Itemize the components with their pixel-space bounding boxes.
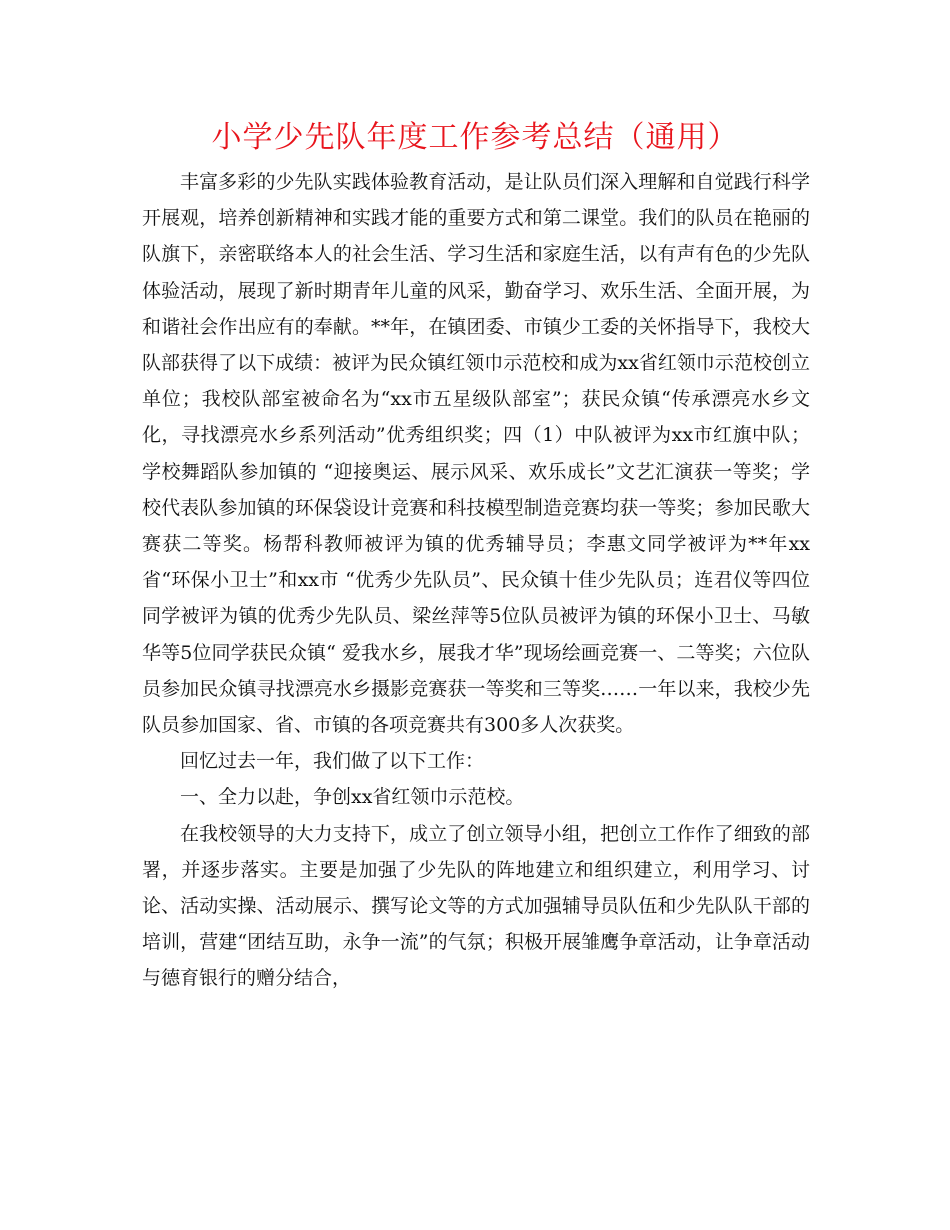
section-heading-1: 一、全力以赴，争创xx省红领巾示范校。 <box>180 786 525 809</box>
paragraph-section-1: 在我校领导的大力支持下，成立了创立领导小组，把创立工作作了细致的部署，并逐步落实。主要是加强了少先队的阵地建立和组织建立，利用学习、讨论、活动实操、活动展示、撰写论文等的方式加强辅导员队伍和少先队队干部的培训，营建“团结互助，永争一流”的气氛；积极开展雏鹰争章活动，让争章活动与德育银行的赠分结合， <box>142 822 810 990</box>
document-body <box>142 164 810 997</box>
document-title: 小学少先队年度工作参考总结（通用） <box>211 120 739 155</box>
paragraph-intro: 丰富多彩的少先队实践体验教育活动，是让队员们深入理解和自觉践行科学开展观，培养创新精神和实践才能的重要方式和第二课堂。我们的队员在艳丽的队旗下，亲密联络本人的社会生活、学习生活和家庭生活，以有声有色的少先队体验活动，展现了新时期青年儿童的风采，勤奋学习、欢乐生活、全面开展，为和谐社会作出应有的奉献。**年，在镇团委、市镇少工委的关怀指导下，我校大队部获得了以下成绩：被评为民众镇红领巾示范校和成为xx省红领巾示范校创立单位；我校队部室被命名为“xx市五星级队部室”；获民众镇“传承漂亮水乡文化，寻找漂亮水乡系列活动”优秀组织奖；四（1）中队被评为xx市红旗中队；学校舞蹈队参加镇的 “迎接奥运、展示风采、欢乐成长”文艺汇演获一等奖；学校代表队参加镇的环保袋设计竞赛和科技模型制造竞赛均获一等奖；参加民歌大赛获二等奖。杨帮科教师被评为镇的优秀辅导员；李惠文同学被评为**年xx省“环保小卫士”和xx市 “优秀少先队员”、民众镇十佳少先队员；连君仪等四位同学被评为镇的优秀少先队员、梁丝萍等5位队员被评为镇的环保小卫士、马敏华等5位同学获民众镇“ 爱我水乡，展我才华”现场绘画竞赛一、二等奖；六位队员参加民众镇寻找漂亮水乡摄影竞赛获一等奖和三等奖……一年以来，我校少先队员参加国家、省、市镇的各项竞赛共有300多人次获奖。 <box>142 171 810 737</box>
paragraph-review: 回忆过去一年，我们做了以下工作： <box>180 750 485 773</box>
